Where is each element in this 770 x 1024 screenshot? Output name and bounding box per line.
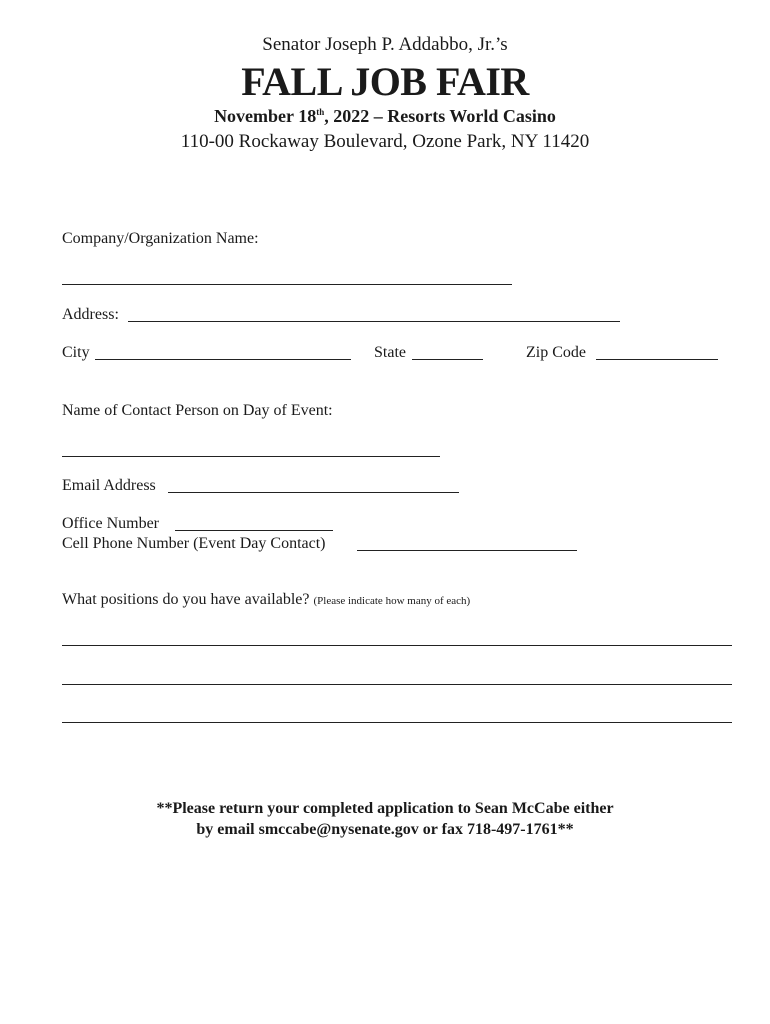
event-date-venue [0, 106, 770, 127]
positions-note: (Please indicate how many of each) [313, 595, 471, 607]
company-name-field[interactable] [62, 268, 512, 285]
return-instructions-line1: **Please return your completed application to Sean McCabe either [156, 800, 614, 817]
event-venue: , 2022 – Resorts World Casino [324, 106, 556, 126]
zip-code-field[interactable] [596, 343, 718, 360]
positions-field-2[interactable] [62, 668, 732, 685]
return-instructions-line2: by email smccabe@nysenate.gov or fax 718-497-1761** [196, 821, 574, 838]
city-field[interactable] [95, 343, 351, 360]
office-number-label: Office Number [62, 515, 159, 532]
company-label: Company/Organization Name: [62, 230, 259, 247]
cell-phone-field[interactable] [357, 534, 577, 551]
city-label: City [62, 344, 90, 361]
positions-question [62, 591, 470, 609]
event-address: 110-00 Rockaway Boulevard, Ozone Park, NY 11420 [180, 131, 590, 152]
contact-person-label: Name of Contact Person on Day of Event: [62, 402, 333, 419]
state-label: State [374, 344, 406, 361]
positions-field-3[interactable] [62, 706, 732, 723]
positions-label: What positions do you have available? [62, 591, 310, 608]
state-field[interactable] [412, 343, 483, 360]
date-suffix: th [316, 107, 325, 117]
page-title: FALL JOB FAIR [241, 59, 529, 104]
email-label: Email Address [62, 477, 156, 494]
address-label: Address: [62, 306, 119, 323]
address-field[interactable] [128, 305, 620, 322]
event-date: November 18 [214, 106, 317, 126]
positions-field-1[interactable] [62, 629, 732, 646]
email-field[interactable] [168, 476, 459, 493]
zip-label: Zip Code [526, 344, 586, 361]
cell-phone-label: Cell Phone Number (Event Day Contact) [62, 535, 326, 552]
senator-heading: Senator Joseph P. Addabbo, Jr.’s [262, 34, 508, 55]
contact-person-field[interactable] [62, 440, 440, 457]
office-number-field[interactable] [175, 514, 333, 531]
